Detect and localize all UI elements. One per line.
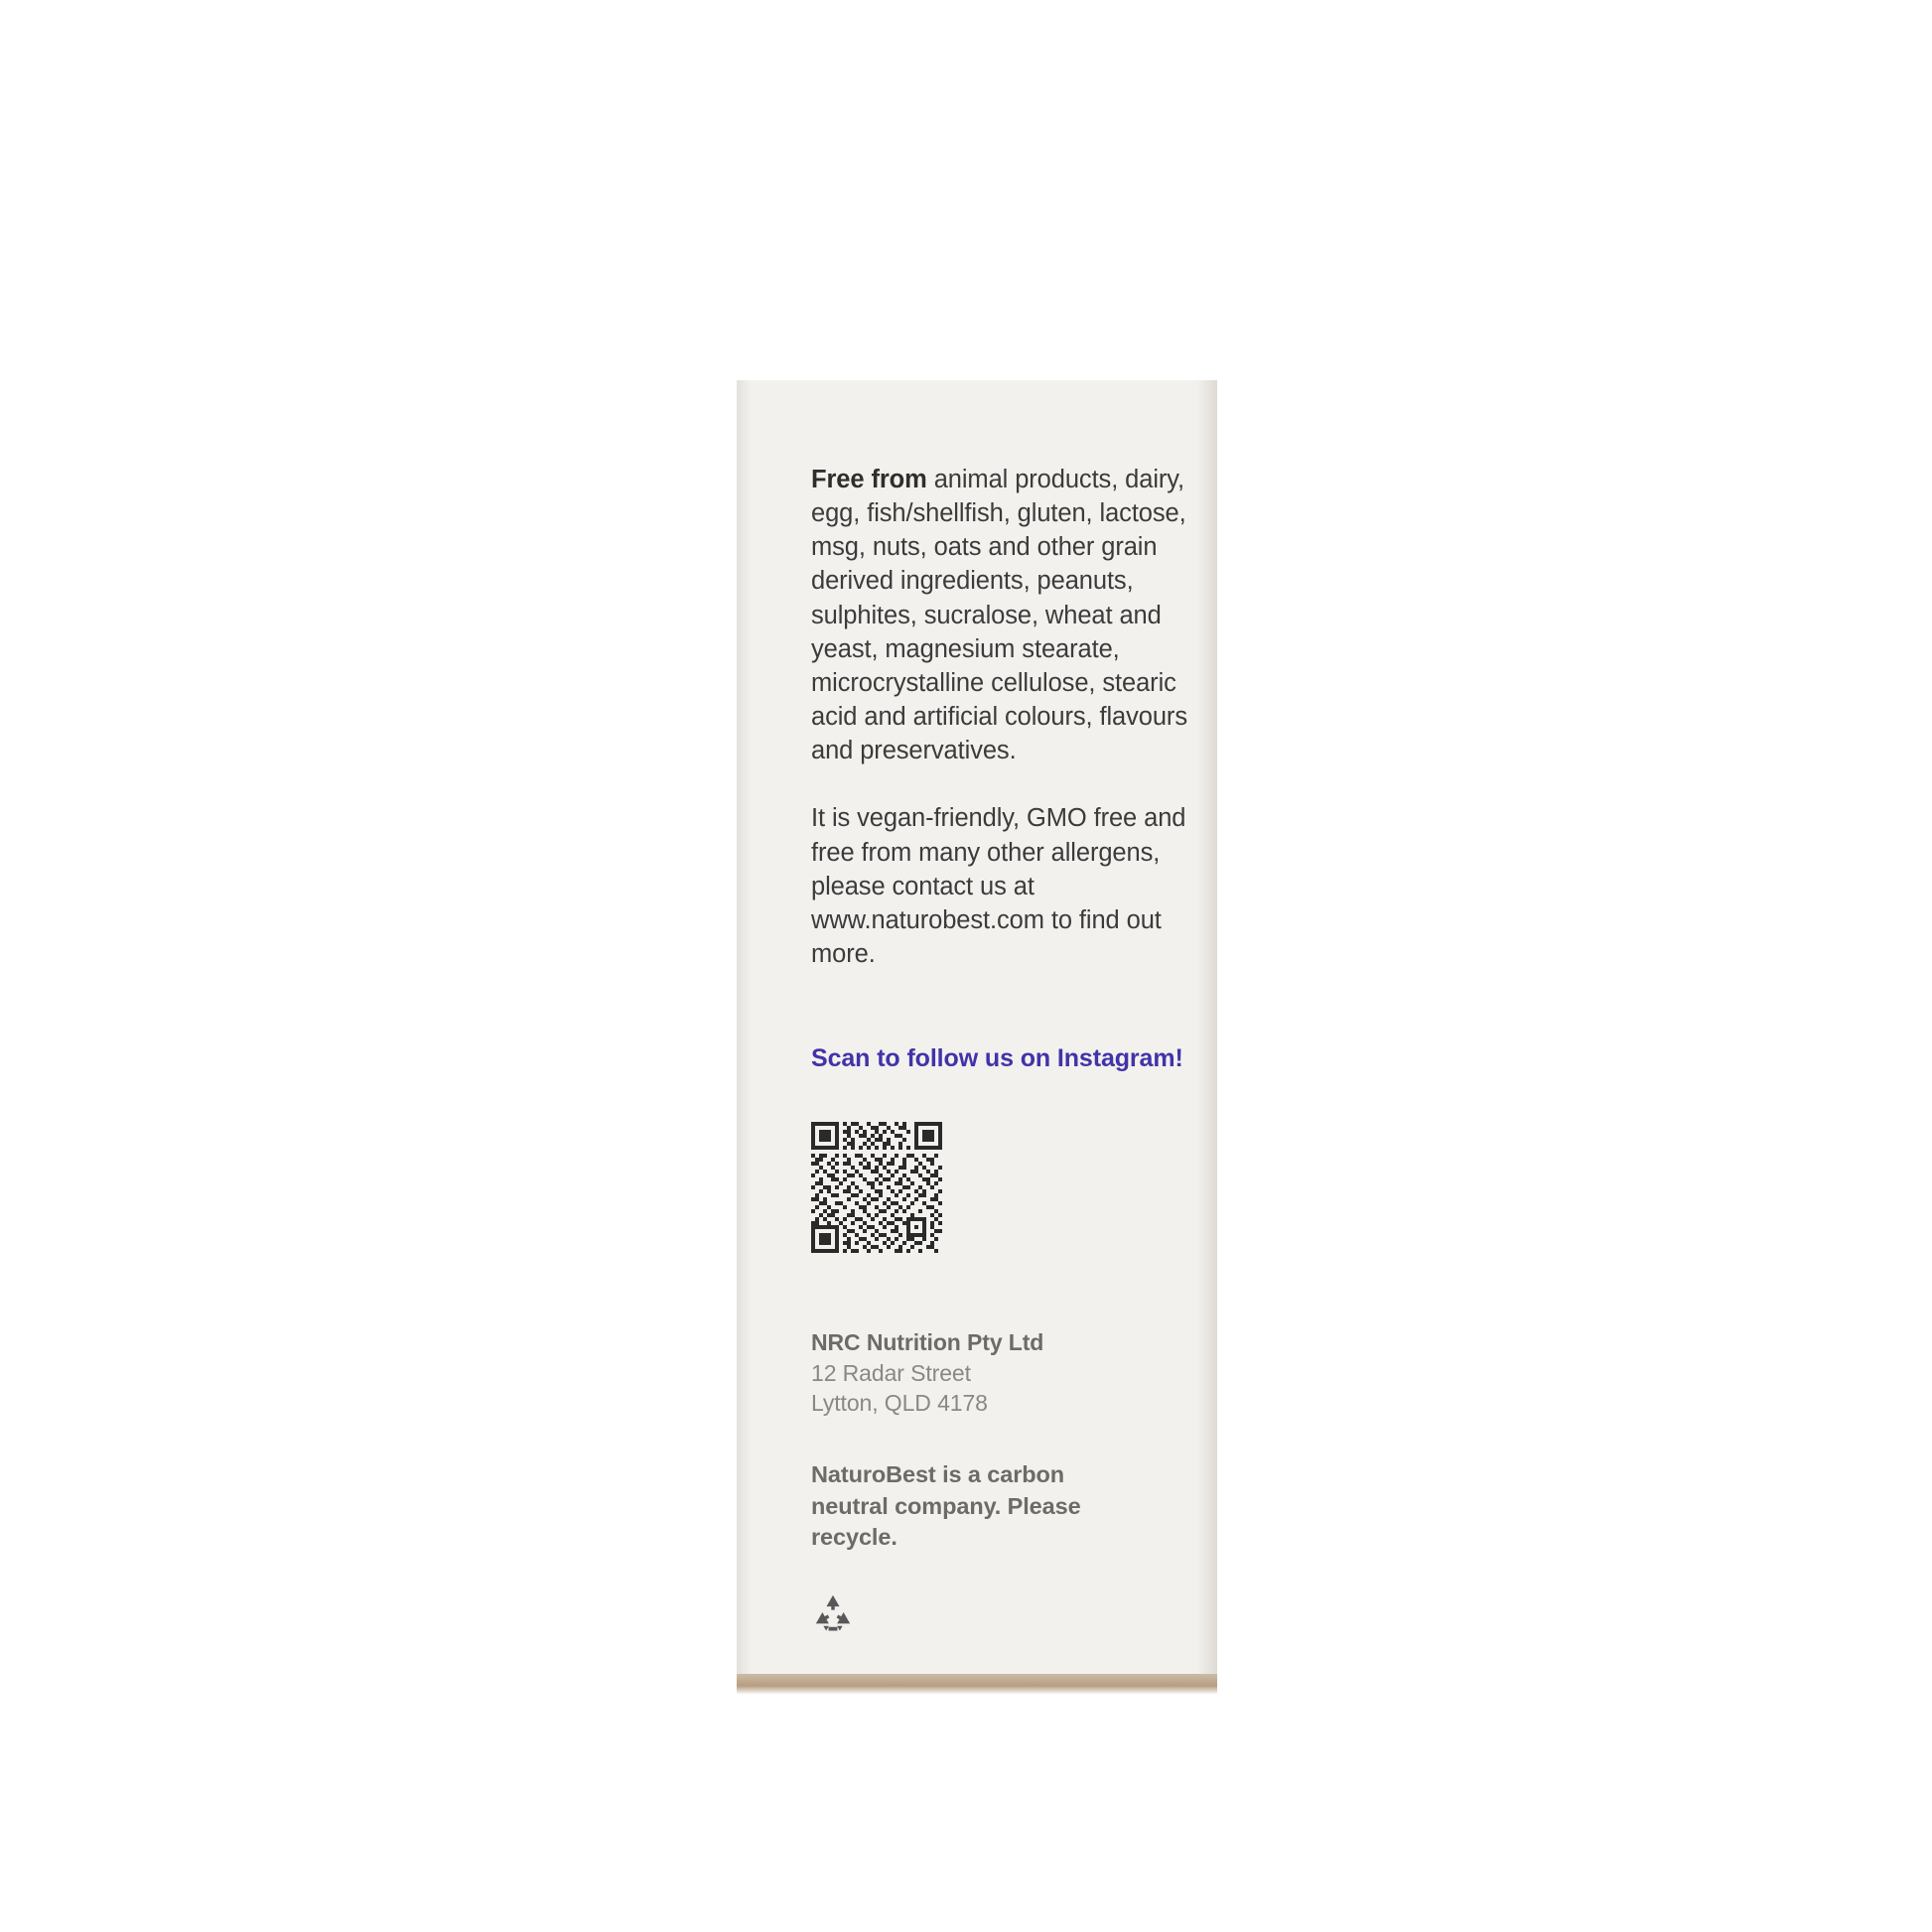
panel-content xyxy=(811,463,1188,1635)
carbon-neutral-note: NaturoBest is a carbon neutral company. Please recycle. xyxy=(811,1461,1081,1551)
company-city-state-postcode: Lytton, QLD 4178 xyxy=(811,1389,988,1416)
carton-bottom-edge xyxy=(737,1674,1217,1694)
product-carton-side-panel xyxy=(737,380,1217,1691)
company-street: 12 Radar Street xyxy=(811,1359,971,1386)
company-name: NRC Nutrition Pty Ltd xyxy=(811,1329,1044,1356)
vegan-gmo-paragraph: It is vegan-friendly, GMO free and free from many other allergens, please contact us at www.naturobest.com to find out more. xyxy=(811,804,1186,969)
free-from-lead: Free from xyxy=(811,466,927,493)
instagram-qr-code xyxy=(811,1122,942,1253)
company-address-block xyxy=(811,1327,1188,1418)
free-from-paragraph xyxy=(811,463,1188,767)
instagram-cta-heading: Scan to follow us on Instagram! xyxy=(811,1044,1183,1073)
free-from-body: animal products, dairy, egg, fish/shellfish, gluten, lactose, msg, nuts, oats and other grain derived ingredients, peanuts, sulphites, sucralose, wheat and yeast, magnesium stearate, microcrystalline cellulose, stearic acid and artificial colours, flavours and preservatives. xyxy=(811,466,1187,765)
recycle-icon xyxy=(811,1591,855,1635)
